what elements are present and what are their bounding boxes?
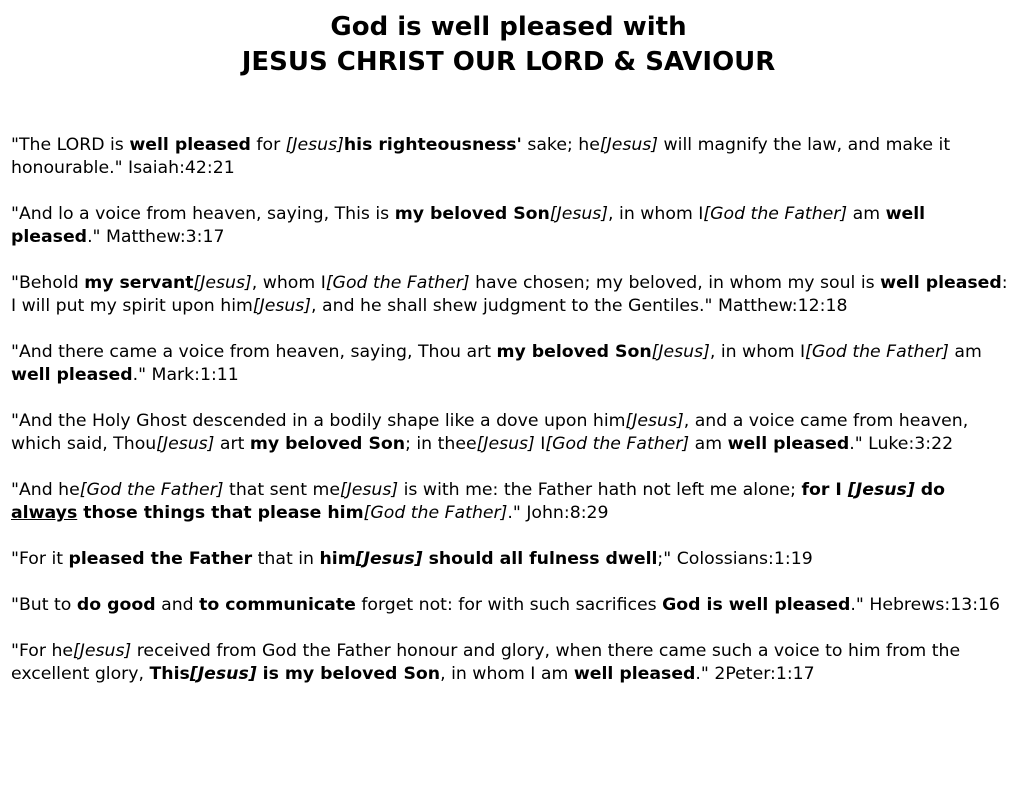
verse-text: forget not: for with such sacrifices	[355, 595, 663, 615]
verse-text: [God the Father]	[545, 434, 690, 454]
verse-text: well pleased	[11, 365, 133, 385]
verse-text: [Jesus]	[651, 342, 710, 362]
verse-text: [Jesus]	[156, 434, 215, 454]
verse-text: his righteousness'	[343, 135, 522, 155]
verse-text: "The LORD is	[11, 135, 130, 155]
verse-text: that in	[252, 549, 320, 569]
verse-text: to communicate	[199, 595, 356, 615]
verse-text: well pleased	[129, 135, 251, 155]
verse-text: , in whom I	[608, 204, 704, 224]
verse-reference: Hebrews:13:16	[869, 595, 1001, 615]
verse-text: This	[149, 664, 190, 684]
verse-text: well pleased	[727, 434, 850, 454]
verse-text: well pleased	[11, 204, 926, 247]
verse-text: and	[155, 595, 200, 615]
verse-reference: Matthew:3:17	[106, 227, 225, 247]
verse-text: am	[847, 204, 886, 224]
verse-text: I	[534, 434, 546, 454]
verse-text: [God the Father]	[805, 342, 949, 362]
verse-text: [God the Father]	[325, 273, 470, 293]
verse-text: always	[11, 503, 78, 523]
verse-reference: Colossians:1:19	[676, 549, 813, 569]
verse-text: "And the Holy Ghost descended in a bodily shape like a dove upon him	[11, 411, 626, 431]
verse-text: him	[319, 549, 356, 569]
verse-paragraph	[11, 479, 1011, 525]
title-line-2: JESUS CHRIST OUR LORD & SAVIOUR	[241, 47, 776, 77]
verse-text: "For it	[11, 549, 69, 569]
verse-text: ."	[87, 227, 106, 247]
verse-text: [God the Father]	[703, 204, 848, 224]
verse-paragraph	[11, 640, 1011, 686]
verse-text: my servant	[84, 273, 194, 293]
verse-reference: Isaiah:42:21	[128, 158, 235, 178]
verse-text: is my beloved Son	[256, 664, 441, 684]
verse-paragraph	[11, 203, 1011, 249]
verse-text: well pleased	[573, 664, 696, 684]
verse-text: ."	[132, 365, 152, 385]
verse-text: sake; he	[521, 135, 600, 155]
verse-text: [God the Father]	[79, 480, 224, 500]
verse-text: [Jesus]	[189, 664, 257, 684]
verse-text: "For he	[11, 641, 74, 661]
verse-text: should all fulness dwell	[422, 549, 658, 569]
verse-text: [Jesus]	[549, 204, 609, 224]
verse-text: pleased the Father	[68, 549, 253, 569]
verse-text: : I will put my spirit upon him	[11, 273, 1008, 316]
verse-reference: John:8:29	[526, 503, 609, 523]
verse-text: "And lo a voice from heaven, saying, This is	[11, 204, 395, 224]
verse-text: received from God the Father honour and glory, when there came such a voice to him from the excellent glory,	[11, 641, 961, 684]
verse-text: [Jesus]	[476, 434, 535, 454]
title-line-1: God is well pleased with	[330, 12, 687, 42]
verse-text: art	[214, 434, 250, 454]
verse-reference: Luke:3:22	[868, 434, 954, 454]
verse-list	[11, 134, 1011, 709]
verse-text: have chosen; my beloved, in whom my soul is	[469, 273, 881, 293]
verse-text: [Jesus]	[252, 296, 312, 316]
verse-text: "And there came a voice from heaven, saying, Thou art	[11, 342, 497, 362]
verse-paragraph	[11, 341, 1011, 387]
verse-text: [Jesus]	[599, 135, 659, 155]
verse-text: [Jesus]	[73, 641, 132, 661]
verse-text: ;"	[657, 549, 677, 569]
verse-text: those things that please him	[77, 503, 364, 523]
verse-paragraph	[11, 594, 1011, 617]
verse-text: that sent me	[223, 480, 340, 500]
verse-paragraph	[11, 134, 1011, 180]
verse-paragraph	[11, 272, 1011, 318]
verse-text: my beloved Son	[394, 204, 550, 224]
verse-text: , and a voice came from heaven, which said, Thou	[11, 411, 969, 454]
verse-text: God is well pleased	[662, 595, 851, 615]
verse-text: [Jesus]	[355, 549, 423, 569]
verse-text: for I	[801, 480, 848, 500]
verse-paragraph	[11, 548, 1011, 571]
verse-text: ."	[507, 503, 527, 523]
verse-text: my beloved Son	[496, 342, 652, 362]
verse-text: , whom I	[251, 273, 326, 293]
verse-text: [Jesus]	[193, 273, 252, 293]
verse-text: do good	[76, 595, 156, 615]
verse-text: , and he shall shew judgment to the Gentiles."	[311, 296, 718, 316]
verse-text: ."	[849, 434, 869, 454]
verse-text: am	[689, 434, 728, 454]
verse-reference: Mark:1:11	[151, 365, 239, 385]
verse-text: "Behold	[11, 273, 85, 293]
verse-text: "But to	[11, 595, 77, 615]
verse-text: well pleased	[880, 273, 1002, 293]
verse-text: "And he	[11, 480, 80, 500]
verse-text: ."	[695, 664, 715, 684]
verse-text: [Jesus]	[625, 411, 684, 431]
verse-paragraph	[11, 410, 1011, 456]
verse-text: [Jesus]	[285, 135, 344, 155]
verse-text: [Jesus]	[847, 480, 915, 500]
verse-text: do	[914, 480, 945, 500]
verse-text: for	[250, 135, 286, 155]
verse-reference: 2Peter:1:17	[714, 664, 815, 684]
verse-text: ."	[850, 595, 870, 615]
verse-text: ; in thee	[405, 434, 477, 454]
verse-text: [God the Father]	[363, 503, 508, 523]
verse-text: will magnify the law, and make it honourable."	[11, 135, 951, 178]
verse-text: my beloved Son	[249, 434, 406, 454]
verse-text: is with me: the Father hath not left me alone;	[398, 480, 802, 500]
verse-text: am	[948, 342, 982, 362]
page-title	[0, 10, 1017, 80]
verse-text: , in whom I am	[440, 664, 574, 684]
verse-reference: Matthew:12:18	[717, 296, 848, 316]
verse-text: , in whom I	[709, 342, 806, 362]
verse-text: [Jesus]	[339, 480, 399, 500]
